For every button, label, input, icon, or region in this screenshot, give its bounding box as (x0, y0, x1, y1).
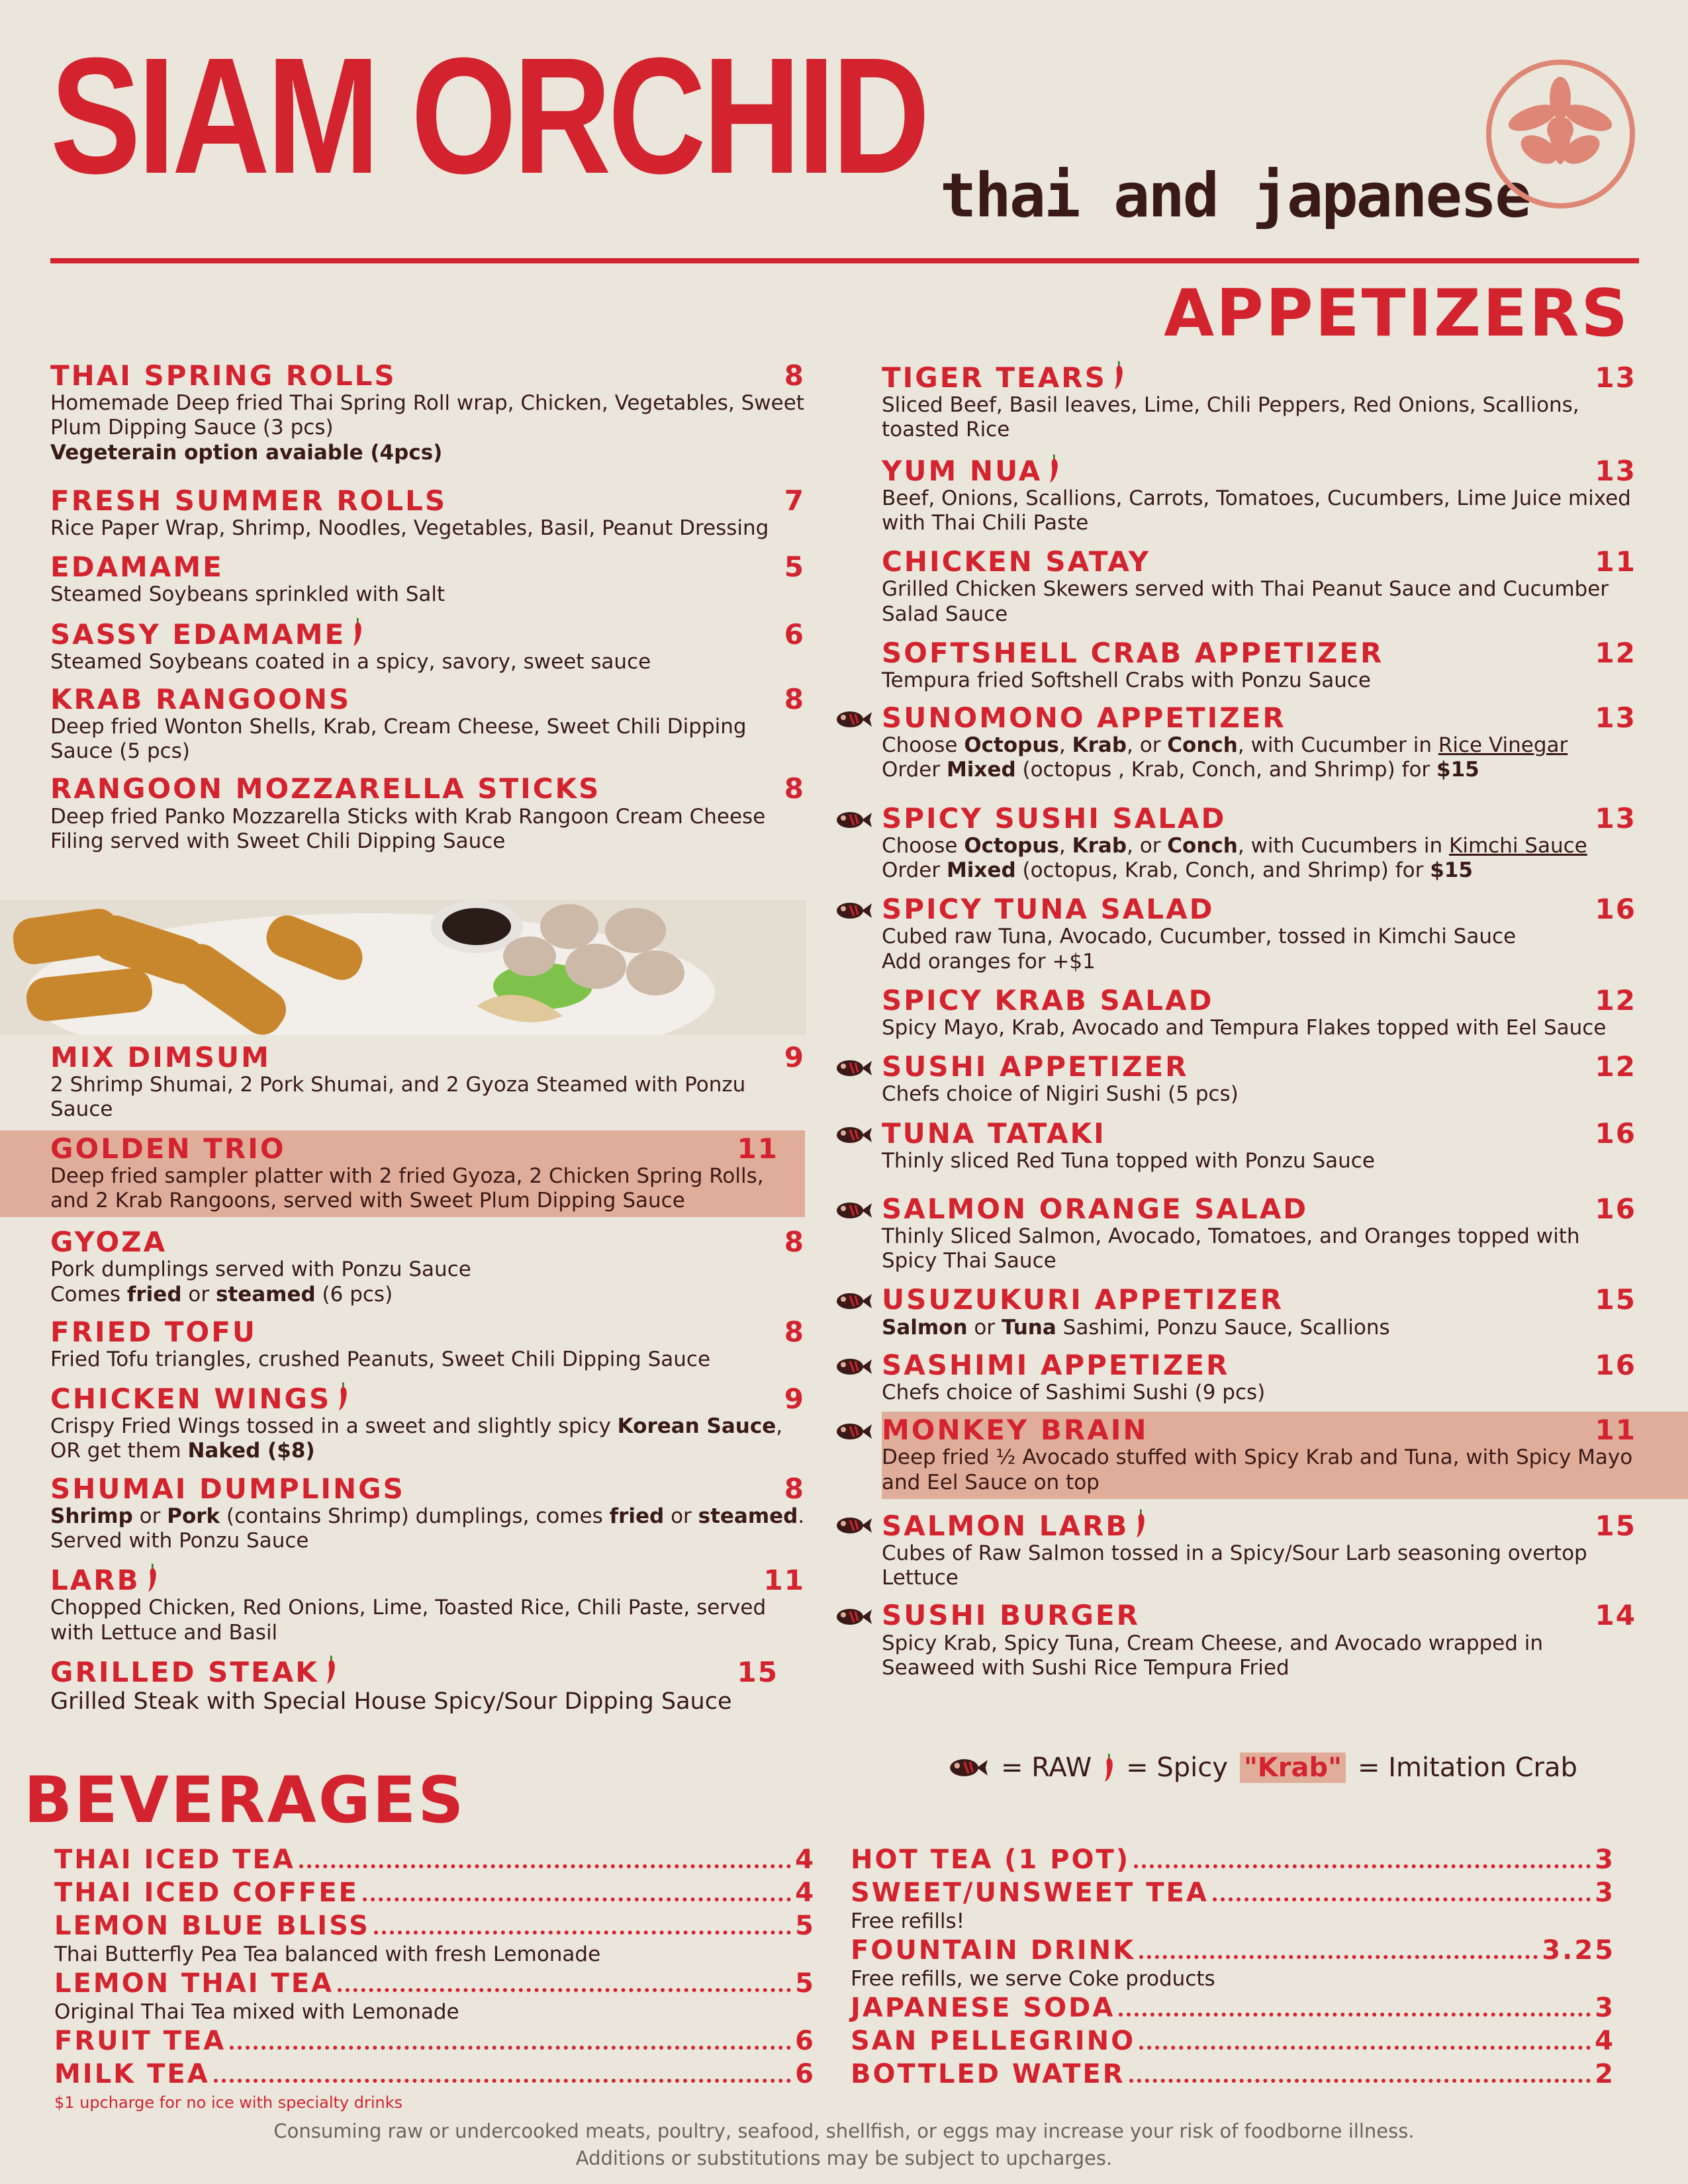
brand-subtitle: thai and japanese (940, 160, 1530, 231)
spicy-chili-icon (1113, 361, 1124, 390)
raw-fish-icon (835, 1357, 872, 1376)
desc-text: , with Cucumbers in (1237, 833, 1449, 858)
item-price: 15 (1595, 1283, 1636, 1316)
item-description: Rice Paper Wrap, Shrimp, Noodles, Vegetables, Basil, Peanut Dressing (50, 516, 769, 540)
item-description: Sliced Beef, Basil leaves, Lime, Chili Peppers, Red Onions, Scallions, toasted Rice (882, 393, 1579, 442)
menu-item-sassy-edamame (50, 614, 805, 674)
desc-text: , with Cucumber in (1237, 733, 1438, 758)
item-name: THAI SPRING ROLLS (50, 359, 397, 392)
menu-item-salmon-orange-salad (882, 1191, 1636, 1274)
menu-item-softshell-crab (882, 635, 1636, 693)
item-name: YUM NUA (882, 454, 1043, 487)
item-price: 12 (1595, 636, 1636, 669)
item-name: SASHIMI APPETIZER (882, 1348, 1230, 1381)
beverage-price: 3 (1595, 1878, 1615, 1908)
desc-text: Order (882, 858, 947, 882)
item-name: SALMON ORANGE SALAD (882, 1192, 1309, 1225)
raw-fish-icon (835, 1059, 872, 1077)
orchid-icon (1491, 65, 1630, 203)
item-name: CHICKEN WINGS (50, 1383, 332, 1416)
desc-bold: Tuna (1001, 1315, 1056, 1340)
leader-dots (1139, 2046, 1591, 2050)
beverage-name: SAN PELLEGRINO (851, 2026, 1136, 2057)
beverage-name: FRUIT TEA (54, 2026, 226, 2057)
legend-imitation: = Imitation Crab (1357, 1752, 1577, 1783)
desc-bold: steamed (215, 1282, 316, 1306)
item-name: TIGER TEARS (882, 361, 1107, 394)
item-price: 11 (737, 1132, 778, 1165)
raw-fish-icon (835, 1608, 872, 1626)
footer-line-1: Consuming raw or undercooked meats, poultry, seafood, shellfish, or eggs may increase your risk of foodborne illness. (273, 2120, 1415, 2142)
item-description-line2 (50, 1283, 805, 1307)
desc-bold: Conch (1167, 733, 1238, 758)
desc-bold: Pork (167, 1504, 220, 1528)
menu-item-krab-rangoons (50, 681, 805, 764)
beverage-price: 3 (1595, 1993, 1615, 2024)
beverages-heading: BEVERAGES (24, 1763, 466, 1837)
beverage-name: SWEET/UNSWEET TEA (851, 1878, 1209, 1908)
desc-bold: Octopus (964, 833, 1059, 858)
beverage-name: LEMON THAI TEA (54, 1968, 334, 1999)
footer-line-2: Additions or substitutions may be subject to upcharges. (575, 2146, 1113, 2169)
item-name: SPICY KRAB SALAD (882, 983, 1214, 1017)
menu-item-mix-dimsum (50, 1039, 805, 1122)
beverage-price: 5 (795, 1968, 816, 1999)
item-description: Deep fried Panko Mozzarella Sticks with Krab Rangoon Cream Cheese Filing served with Sweet Chili Dipping Sauce (50, 804, 766, 853)
beverages-left-column (54, 1843, 816, 2112)
desc-text: , (1058, 833, 1072, 858)
item-description: Cubed raw Tuna, Avocado, Cucumber, tossed in Kimchi Sauce (882, 925, 1517, 949)
spicy-chili-icon (338, 1382, 348, 1411)
item-description (50, 1414, 805, 1463)
menu-item-sunomono (882, 700, 1636, 783)
menu-item-grilled-steak (50, 1652, 805, 1715)
menu-item-fried-tofu (50, 1314, 805, 1372)
item-price: 12 (1595, 1050, 1636, 1083)
item-name: GYOZA (50, 1226, 167, 1259)
leader-dots (214, 2079, 791, 2083)
item-price: 15 (737, 1655, 778, 1688)
spicy-chili-icon (326, 1655, 336, 1684)
beverage-price: 5 (795, 1911, 816, 1941)
desc-text: , OR get them (50, 1414, 783, 1463)
item-description (882, 733, 1636, 758)
desc-text: . Served with Ponzu Sauce (50, 1504, 805, 1553)
item-name: SPICY TUNA SALAD (882, 893, 1215, 926)
desc-bold: fried (609, 1504, 665, 1528)
item-description: Fried Tofu triangles, crushed Peanuts, Sweet Chili Dipping Sauce (50, 1347, 711, 1371)
item-description: Thinly Sliced Salmon, Avocado, Tomatoes, and Oranges topped with Spicy Thai Sauce (882, 1224, 1580, 1273)
raw-fish-icon (835, 1292, 872, 1310)
menu-item-salmon-larb (882, 1506, 1636, 1591)
desc-text: (octopus , Krab, Conch, and Shrimp) for (1015, 758, 1437, 782)
beverage-name: HOT TEA (1 POT) (851, 1844, 1131, 1875)
item-name: SALMON LARB (882, 1509, 1129, 1542)
raw-fish-icon (948, 1758, 989, 1778)
item-price: 12 (1595, 983, 1636, 1017)
desc-bold: Mixed (946, 758, 1016, 782)
item-price: 8 (784, 1315, 805, 1348)
dimsum-photo-illustration (0, 900, 806, 1035)
desc-text: Crispy Fried Wings tossed in a sweet and slightly spicy (50, 1414, 618, 1439)
item-price: 14 (1595, 1599, 1636, 1632)
food-photo (0, 900, 806, 1035)
beverage-price: 4 (795, 1878, 816, 1908)
beverage-description: Free refills, we serve Coke products (851, 1967, 1215, 1991)
desc-text: (contains Shrimp) dumplings, comes (220, 1504, 610, 1528)
beverage-row (54, 1967, 816, 2000)
beverage-price: 3 (1595, 1844, 1615, 1875)
beverage-price: 3.25 (1542, 1935, 1615, 1966)
item-description: Chefs choice of Nigiri Sushi (5 pcs) (882, 1082, 1239, 1107)
item-price: 7 (784, 484, 805, 517)
raw-fish-icon (835, 1516, 872, 1535)
leader-dots (299, 1864, 791, 1868)
raw-fish-icon (835, 710, 872, 729)
item-price: 11 (763, 1564, 805, 1597)
upcharge-note: $1 upcharge for no ice with specialty drinks (54, 2093, 403, 2113)
menu-item-spicy-sushi-salad (882, 800, 1636, 884)
item-price: 11 (1595, 1414, 1636, 1447)
desc-underline: Rice Vinegar (1438, 733, 1568, 758)
desc-text: Choose (882, 833, 964, 858)
item-description: Cubes of Raw Salmon tossed in a Spicy/Sour Larb seasoning overtop Lettuce (882, 1541, 1587, 1590)
beverage-row (851, 1934, 1615, 1967)
item-name: FRIED TOFU (50, 1315, 257, 1348)
beverage-row (851, 1843, 1615, 1876)
beverage-description: Thai Butterfly Pea Tea balanced with fresh Lemonade (54, 1942, 601, 1966)
desc-bold: Krab (1072, 733, 1127, 758)
desc-bold: Salmon (882, 1315, 968, 1340)
spicy-chili-icon (147, 1563, 158, 1592)
item-price: 16 (1595, 1348, 1636, 1381)
item-name: SUSHI APPETIZER (882, 1050, 1189, 1083)
beverage-description: Original Thai Tea mixed with Lemonade (54, 2000, 459, 2025)
leader-dots (374, 1931, 791, 1934)
spicy-chili-icon (1135, 1509, 1146, 1538)
item-name: RANGOON MOZZARELLA STICKS (50, 772, 601, 805)
item-name: GRILLED STEAK (50, 1655, 319, 1688)
appetizers-left-column (50, 357, 805, 854)
beverage-row (54, 1843, 816, 1876)
item-name: KRAB RANGOONS (50, 682, 352, 715)
item-name: SUNOMONO APPETIZER (882, 702, 1286, 735)
desc-bold: Krab (1072, 833, 1127, 858)
item-price: 8 (784, 772, 805, 805)
menu-item-edamame (50, 549, 805, 607)
item-price: 13 (1595, 702, 1636, 735)
item-description (882, 1316, 1636, 1340)
item-price: 8 (784, 1226, 805, 1259)
menu-item-tuna-tataki (882, 1115, 1636, 1173)
appetizers-left-column-lower (50, 1039, 805, 1715)
menu-item-gyoza (50, 1224, 805, 1307)
desc-text: or (967, 1315, 1002, 1340)
item-price: 6 (784, 617, 805, 651)
beverage-price: 6 (795, 2026, 816, 2057)
item-description: Chopped Chicken, Red Onions, Lime, Toasted Rice, Chili Paste, served with Lettuce and Basil (50, 1596, 767, 1645)
menu-item-shumai-dumplings (50, 1471, 805, 1554)
menu-item-chicken-wings (50, 1379, 805, 1464)
beverage-name: FOUNTAIN DRINK (851, 1935, 1136, 1966)
item-price: 9 (784, 1041, 805, 1073)
item-name: SOFTSHELL CRAB APPETIZER (882, 636, 1384, 669)
beverage-row (54, 1876, 816, 1909)
beverage-name: JAPANESE SODA (851, 1993, 1115, 2024)
item-description: 2 Shrimp Shumai, 2 Pork Shumai, and 2 Gyoza Steamed with Ponzu Sauce (50, 1073, 746, 1122)
item-description: Deep fried sampler platter with 2 fried Gyoza, 2 Chicken Spring Rolls, and 2 Krab Rangoons, served with Sweet Plum Dipping Sauce (50, 1163, 764, 1212)
item-name: FRESH SUMMER ROLLS (50, 484, 447, 517)
beverage-price: 4 (1595, 2026, 1615, 2057)
beverage-price: 4 (795, 1844, 816, 1875)
item-name: SASSY EDAMAME (50, 617, 346, 651)
item-name: SUSHI BURGER (882, 1599, 1140, 1632)
beverage-name: THAI ICED TEA (54, 1844, 295, 1875)
item-price: 11 (1595, 545, 1636, 578)
menu-item-larb (50, 1560, 805, 1645)
item-description: Tempura fried Softshell Crabs with Ponzu Sauce (882, 668, 1371, 692)
menu-item-monkey-brain (882, 1412, 1688, 1499)
desc-text: Order (882, 758, 947, 782)
orchid-logo (1486, 60, 1635, 208)
beverage-price: 2 (1595, 2059, 1615, 2090)
beverage-row (851, 2025, 1615, 2058)
item-description: Grilled Chicken Skewers served with Thai Peanut Sauce and Cucumber Salad Sauce (882, 577, 1609, 626)
desc-bold: Mixed (946, 858, 1016, 882)
menu-item-sashimi-appetizer (882, 1347, 1636, 1405)
desc-text: Comes (50, 1282, 127, 1306)
item-note: Vegeterain option avaiable (4pcs) (50, 440, 443, 465)
beverage-row (54, 1909, 816, 1942)
menu-legend (948, 1752, 1577, 1783)
leader-dots (1213, 1897, 1591, 1901)
raw-fish-icon (835, 901, 872, 920)
item-description: Steamed Soybeans sprinkled with Salt (50, 582, 445, 607)
beverage-name: MILK TEA (54, 2059, 210, 2090)
item-name: EDAMAME (50, 551, 224, 584)
spicy-chili-icon (1103, 1752, 1114, 1783)
desc-text: Sashimi, Ponzu Sauce, Scallions (1056, 1315, 1390, 1340)
item-description: Beef, Onions, Scallions, Carrots, Tomatoes, Cucumbers, Lime Juice mixed with Thai Chili Paste (882, 486, 1631, 535)
appetizers-right-column (882, 357, 1636, 1680)
item-name: GOLDEN TRIO (50, 1132, 286, 1165)
item-price: 15 (1595, 1509, 1636, 1542)
item-name: LARB (50, 1564, 140, 1597)
item-description (882, 834, 1636, 858)
item-price: 9 (784, 1383, 805, 1416)
item-description: Deep fried Wonton Shells, Krab, Cream Cheese, Sweet Chili Dipping Sauce (5 pcs) (50, 715, 747, 764)
header-rule (50, 258, 1639, 263)
desc-text: or (664, 1504, 698, 1528)
desc-text: , or (1127, 833, 1168, 858)
menu-item-tiger-tears (882, 357, 1636, 443)
item-description: Chefs choice of Sashimi Sushi (9 pcs) (882, 1381, 1266, 1404)
item-price: 8 (784, 682, 805, 715)
item-name: SPICY SUSHI SALAD (882, 801, 1227, 835)
menu-item-fresh-summer-rolls (50, 482, 805, 541)
item-name: USUZUKURI APPETIZER (882, 1283, 1284, 1316)
item-price: 5 (784, 551, 805, 584)
beverage-name: THAI ICED COFFEE (54, 1878, 359, 1908)
item-price: 8 (784, 359, 805, 392)
menu-item-usuzukuri (882, 1281, 1636, 1340)
menu-item-rangoon-mozzarella-sticks (50, 770, 805, 854)
desc-underline: Kimchi Sauce (1449, 833, 1587, 858)
leader-dots (230, 2046, 791, 2050)
item-price: 16 (1595, 893, 1636, 926)
desc-bold: fried (126, 1282, 182, 1306)
raw-fish-icon (835, 1126, 872, 1144)
leader-dots (338, 1988, 791, 1992)
spicy-chili-icon (1049, 454, 1059, 483)
menu-item-chicken-satay (882, 543, 1636, 627)
menu-item-spicy-krab-salad (882, 982, 1636, 1040)
desc-bold: steamed (698, 1504, 798, 1528)
menu-item-yum-nua (882, 451, 1636, 536)
beverage-row (851, 1876, 1615, 1909)
item-price: 16 (1595, 1116, 1636, 1150)
item-description-line2 (882, 758, 1636, 782)
item-description: Grilled Steak with Special House Spicy/Sour Dipping Sauce (50, 1688, 732, 1715)
item-description: Homemade Deep fried Thai Spring Roll wrap, Chicken, Vegetables, Sweet Plum Dipping Sauce (3 pcs) (50, 391, 804, 440)
desc-bold: $15 (1436, 758, 1479, 782)
leader-dots (1139, 1955, 1538, 1959)
beverage-row (851, 2058, 1615, 2091)
menu-item-golden-trio (0, 1130, 805, 1218)
appetizers-heading: APPETIZERS (1164, 276, 1630, 351)
desc-text: (6 pcs) (315, 1282, 393, 1306)
item-name: MONKEY BRAIN (882, 1414, 1149, 1447)
desc-text: , (1058, 733, 1072, 758)
item-description: Spicy Krab, Spicy Tuna, Cream Cheese, and Avocado wrapped in Seaweed with Sushi Rice Tempura Fried (882, 1631, 1544, 1680)
leader-dots (363, 1897, 791, 1901)
footer-disclaimer (0, 2118, 1688, 2171)
brand-title: SIAM ORCHID (50, 23, 927, 208)
raw-fish-icon (835, 1201, 872, 1220)
desc-text: Choose (882, 733, 964, 758)
item-name: TUNA TATAKI (882, 1116, 1106, 1150)
item-price: 13 (1595, 801, 1636, 835)
raw-fish-icon (835, 1422, 872, 1441)
desc-text: or (132, 1504, 167, 1528)
desc-bold: Shrimp (50, 1504, 133, 1528)
beverage-description: Free refills! (851, 1909, 965, 1933)
desc-text: or (181, 1282, 216, 1306)
desc-bold: Octopus (964, 733, 1059, 758)
menu-item-sushi-appetizer (882, 1048, 1636, 1107)
item-description (50, 1504, 805, 1553)
item-description: Pork dumplings served with Ponzu Sauce (50, 1257, 471, 1282)
legend-krab: "Krab" (1240, 1752, 1346, 1783)
beverage-price: 6 (795, 2059, 816, 2090)
desc-text: , or (1127, 733, 1168, 758)
desc-bold: Naked ($8) (187, 1439, 315, 1463)
item-description: Deep fried ½ Avocado stuffed with Spicy Krab and Tuna, with Spicy Mayo and Eel Sauce on top (882, 1445, 1633, 1494)
desc-text: (octopus, Krab, Conch, and Shrimp) for (1015, 858, 1430, 882)
item-description: Spicy Mayo, Krab, Avocado and Tempura Flakes topped with Eel Sauce (882, 1015, 1607, 1040)
item-description-line2 (882, 858, 1636, 883)
leader-dots (1119, 2013, 1591, 2017)
beverage-row (851, 1991, 1615, 2025)
legend-spicy: = Spicy (1126, 1752, 1228, 1783)
beverage-name: LEMON BLUE BLISS (54, 1911, 370, 1941)
beverage-name: BOTTLED WATER (851, 2059, 1125, 2090)
item-description-line2: Add oranges for +$1 (882, 949, 1096, 974)
raw-fish-icon (835, 811, 872, 829)
item-price: 16 (1595, 1192, 1636, 1225)
item-name: CHICKEN SATAY (882, 545, 1151, 578)
item-price: 8 (784, 1472, 805, 1505)
spicy-chili-icon (352, 617, 363, 647)
legend-raw: = RAW (1001, 1752, 1092, 1783)
item-description: Steamed Soybeans coated in a spicy, savory, sweet sauce (50, 649, 651, 674)
beverage-row (54, 2025, 816, 2058)
leader-dots (1129, 2079, 1591, 2083)
desc-bold: Korean Sauce (617, 1414, 776, 1439)
desc-bold: Conch (1167, 833, 1238, 858)
item-price: 13 (1595, 361, 1636, 394)
leader-dots (1134, 1864, 1591, 1868)
menu-item-thai-spring-rolls (50, 357, 805, 465)
item-description: Thinly sliced Red Tuna topped with Ponzu Sauce (882, 1148, 1375, 1173)
menu-item-sushi-burger (882, 1597, 1636, 1680)
item-name: MIX DIMSUM (50, 1041, 271, 1073)
beverage-row (54, 2058, 816, 2091)
beverages-right-column (851, 1843, 1615, 2091)
item-price: 13 (1595, 454, 1636, 487)
menu-item-spicy-tuna-salad (882, 891, 1636, 974)
desc-bold: $15 (1430, 858, 1473, 882)
item-name: SHUMAI DUMPLINGS (50, 1472, 405, 1505)
